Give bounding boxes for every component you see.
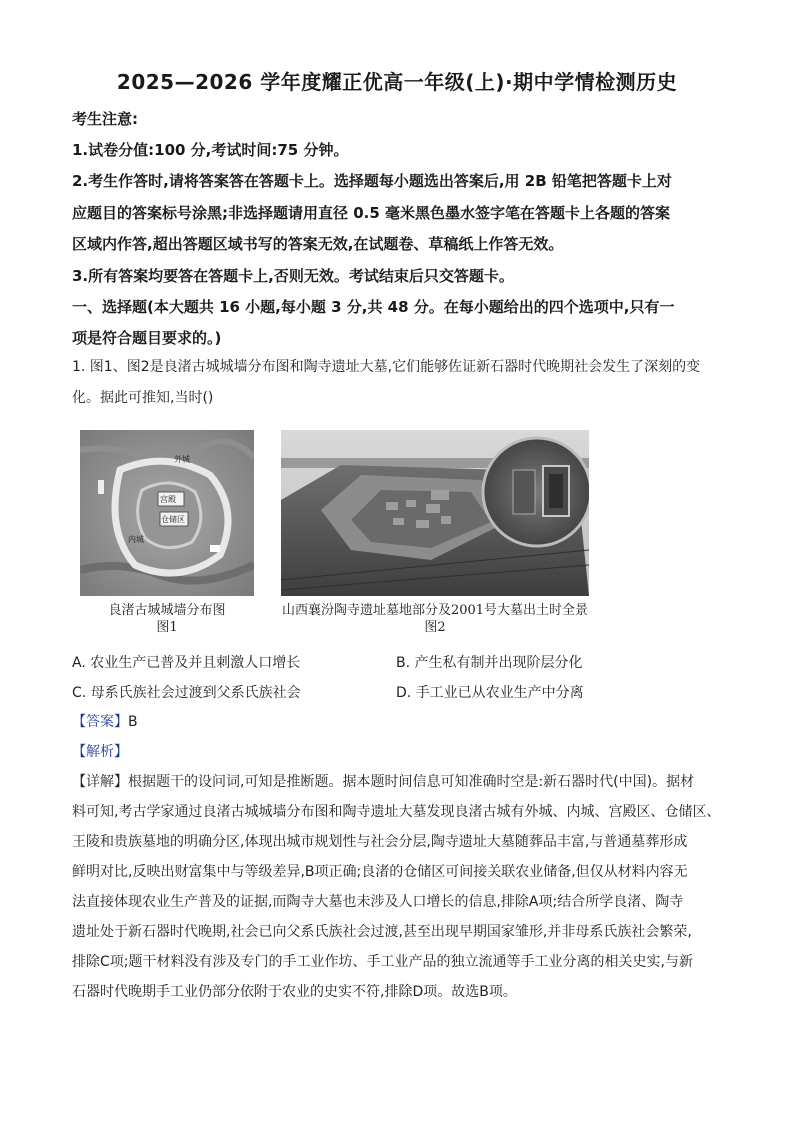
section-heading-line-2: 项是符合题目要求的。) (72, 329, 222, 347)
figure-1-map (80, 430, 254, 596)
detail-line-1 (72, 768, 724, 797)
map-label-storage: 仓储区 (161, 515, 185, 524)
detail-line-7: 排除C项;题干材料没有涉及专门的手工业作坊、手工业产品的独立流通等手工业分离的相关史实,与新 (72, 954, 693, 970)
section-heading-line-1: 一、选择题(本大题共 16 小题,每小题 3 分,共 48 分。在每小题给出的四个选项中,只有一 (72, 298, 675, 316)
notice-item-2-line-1: 2.考生作答时,请将答案答在答题卡上。选择题每小题选出答案后,用 2B 铅笔把答题卡上对 (72, 172, 672, 190)
detail-text-1: 根据题干的设问词,可知是推断题。据本题时间信息可知准确时空是:新石器时代(中国)。据材 (128, 774, 695, 790)
map-label-palace: 宫殿 (160, 495, 176, 504)
notice-item-2-line-3: 区域内作答,超出答题区域书写的答案无效,在试题卷、草稿纸上作答无效。 (72, 235, 564, 253)
detail-line-6: 遗址处于新石器时代晚期,社会已向父系氏族社会过渡,甚至出现早期国家雏形,并非母系氏族社会繁荣, (72, 924, 692, 940)
option-d: D. 手工业已从农业生产中分离 (396, 685, 584, 701)
detail-line-5: 法直接体现农业生产普及的证据,而陶寺大墓也未涉及人口增长的信息,排除A项;结合所学良渚、陶寺 (72, 894, 684, 910)
analysis-line (72, 738, 724, 767)
answer-line (72, 708, 724, 737)
detail-line-8: 石器时代晚期手工业仍部分依附于农业的史实不符,排除D项。故选B项。 (72, 984, 517, 1000)
taosi-tomb-image (281, 430, 589, 596)
option-c: C. 母系氏族社会过渡到父系氏族社会 (72, 685, 301, 701)
option-b: B. 产生私有制并出现阶层分化 (396, 655, 583, 671)
detail-line-3: 王陵和贵族墓地的明确分区,体现出城市规划性与社会分层,陶寺遗址大墓随葬品丰富,与普通墓葬形成 (72, 834, 688, 850)
figure-2-caption: 山西襄汾陶寺遗址墓地部分及2001号大墓出土时全景 (281, 603, 589, 618)
answer-value: B (128, 714, 138, 730)
answer-tag: 【答案】 (72, 714, 128, 730)
page-title: 2025—2026 学年度耀正优高一年级(上)·期中学情检测历史 (116, 70, 678, 94)
question-1-line-1: 1. 图1、图2是良渚古城城墙分布图和陶寺遗址大墓,它们能够佐证新石器时代晚期社会发生了深刻的变 (72, 359, 701, 375)
figure-1-number: 图1 (156, 620, 178, 635)
figure-1-caption: 良渚古城城墙分布图 (108, 603, 226, 618)
notice-item-1: 1.试卷分值:100 分,考试时间:75 分钟。 (72, 141, 349, 159)
detail-tag: 【详解】 (72, 774, 128, 790)
map-label-inner-city: 内城 (128, 535, 144, 544)
figure-2-photo (281, 430, 589, 596)
map-label-outer-city: 外城 (174, 455, 190, 464)
notice-heading: 考生注意: (72, 110, 138, 128)
option-a: A. 农业生产已普及并且刺激人口增长 (72, 655, 301, 671)
question-1-line-2: 化。据此可推知,当时() (72, 390, 214, 406)
detail-line-4: 鲜明对比,反映出财富集中与等级差异,B项正确;良渚的仓储区可间接关联农业储备,但仅从材料内容无 (72, 864, 688, 880)
figure-2-number: 图2 (424, 620, 446, 635)
detail-line-2: 料可知,考古学家通过良渚古城城墙分布图和陶寺遗址大墓发现良渚古城有外城、内城、宫殿区、仓储区、 (72, 804, 721, 820)
liangzhu-map-image (80, 430, 254, 596)
notice-item-3: 3.所有答案均要答在答题卡上,否则无效。考试结束后只交答题卡。 (72, 267, 514, 285)
analysis-tag: 【解析】 (72, 744, 128, 760)
notice-item-2-line-2: 应题目的答案标号涂黑;非选择题请用直径 0.5 毫米黑色墨水签字笔在答题卡上各题的答案 (72, 204, 671, 222)
